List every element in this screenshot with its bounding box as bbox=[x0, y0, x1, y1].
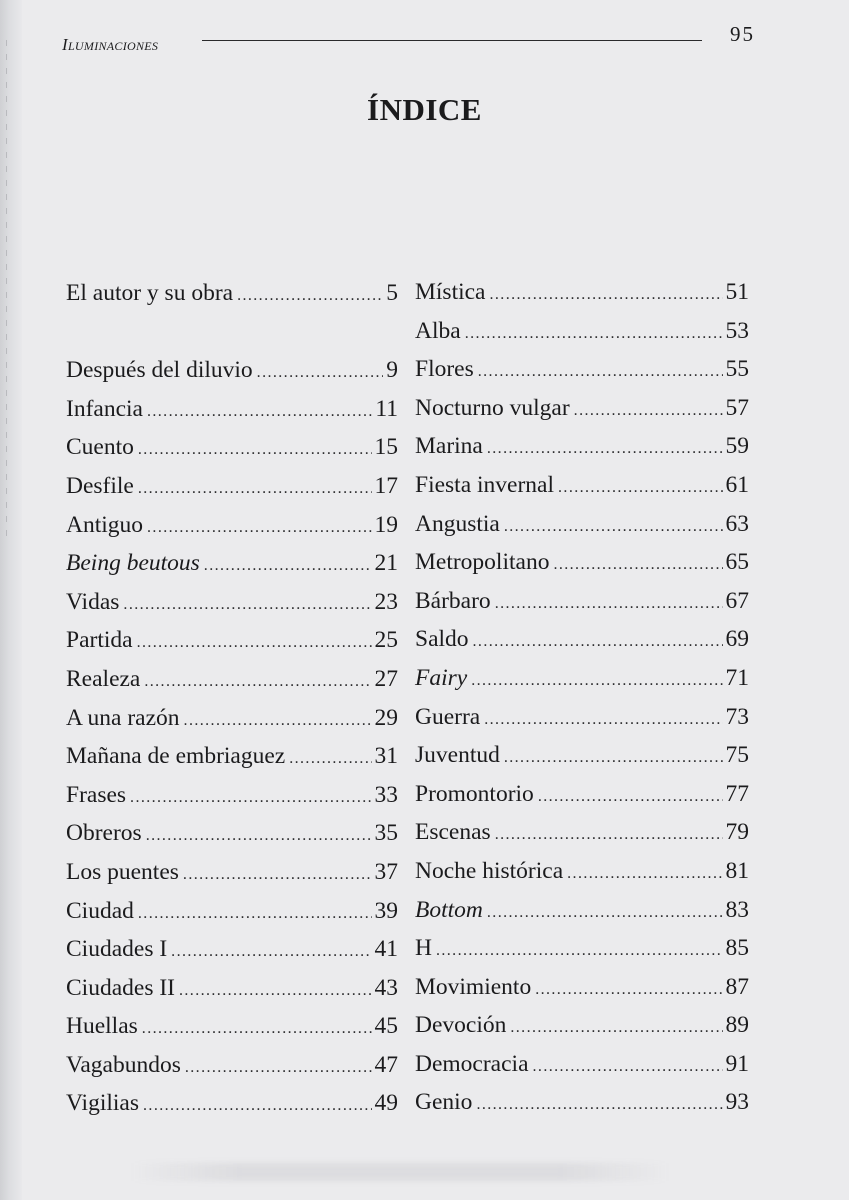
toc-entry-page: 83 bbox=[725, 896, 749, 923]
toc-entry-title: Being beutous bbox=[66, 550, 200, 577]
toc-entry-title: Realeza bbox=[66, 665, 141, 692]
page-number: 95 bbox=[730, 22, 755, 46]
dot-leader bbox=[171, 933, 371, 972]
toc-entry-title: Antiguo bbox=[66, 511, 144, 538]
toc-entry-title: Alba bbox=[415, 317, 461, 344]
dot-leader bbox=[142, 1010, 372, 1049]
toc-entry-page: 63 bbox=[725, 510, 749, 537]
toc-entry-page: 67 bbox=[725, 587, 749, 614]
dot-leader bbox=[558, 469, 722, 508]
toc-entry-page: 81 bbox=[725, 857, 749, 884]
toc-entry-page: 21 bbox=[374, 550, 398, 577]
dot-leader bbox=[504, 739, 723, 778]
page-edge bbox=[0, 0, 22, 1200]
toc-entry-page: 35 bbox=[374, 820, 398, 847]
index-title: ÍNDICE bbox=[367, 92, 482, 127]
toc-entry-page: 89 bbox=[725, 1012, 749, 1039]
dot-leader bbox=[123, 586, 371, 625]
dot-leader bbox=[143, 1087, 371, 1126]
toc-entry bbox=[415, 505, 749, 544]
dot-leader bbox=[183, 856, 372, 895]
dot-leader bbox=[179, 972, 372, 1011]
toc-entry-page: 25 bbox=[374, 627, 398, 654]
toc-entry-page: 11 bbox=[375, 395, 398, 422]
toc-entry-title: Vagabundos bbox=[66, 1051, 181, 1078]
running-title: Iluminaciones bbox=[62, 35, 159, 54]
toc-entry bbox=[415, 929, 749, 968]
dot-leader bbox=[144, 663, 371, 702]
toc-entry-title: Juventud bbox=[415, 742, 500, 769]
toc-entry-page: 41 bbox=[374, 936, 398, 963]
toc-entry bbox=[66, 853, 398, 892]
dot-leader bbox=[535, 971, 722, 1010]
dot-leader bbox=[147, 509, 371, 548]
toc-entry-title: Bottom bbox=[415, 896, 483, 923]
toc-entry bbox=[415, 852, 749, 891]
dot-leader bbox=[473, 623, 723, 662]
toc-entry bbox=[66, 390, 398, 429]
toc-entry-title: Vidas bbox=[66, 588, 120, 615]
toc-entry-title: Bárbaro bbox=[415, 587, 491, 614]
toc-entry-page: 45 bbox=[374, 1013, 398, 1040]
toc-entry bbox=[66, 699, 398, 738]
toc-entry bbox=[415, 968, 749, 1007]
toc-entry bbox=[66, 1007, 398, 1046]
toc-entry bbox=[415, 736, 749, 775]
toc-entry-page: 33 bbox=[374, 781, 398, 808]
toc-entry-title: Fiesta invernal bbox=[415, 471, 555, 498]
toc-entry bbox=[415, 620, 749, 659]
header-rule bbox=[202, 40, 702, 41]
toc-entry-title: Fairy bbox=[415, 664, 468, 691]
dot-leader bbox=[490, 276, 723, 315]
toc-entry bbox=[66, 814, 398, 853]
dot-leader bbox=[130, 779, 371, 818]
dot-leader bbox=[137, 624, 372, 663]
dot-leader bbox=[487, 430, 723, 469]
toc-entry-page: 77 bbox=[725, 780, 749, 807]
toc-entry-page: 69 bbox=[725, 626, 749, 653]
toc-entry-page: 91 bbox=[725, 1050, 749, 1077]
toc-entry bbox=[415, 891, 749, 930]
toc-entry bbox=[415, 427, 749, 466]
dot-leader bbox=[478, 353, 723, 392]
toc-entry-page: 27 bbox=[374, 665, 398, 692]
toc-entry bbox=[415, 466, 749, 505]
toc-entry-title: Después del diluvio bbox=[66, 357, 253, 384]
toc-entry-title: Huellas bbox=[66, 1013, 138, 1040]
toc-entry-page: 49 bbox=[374, 1090, 398, 1117]
toc-entry-page: 55 bbox=[725, 356, 749, 383]
toc-entry bbox=[66, 1046, 398, 1085]
dot-leader bbox=[553, 546, 722, 585]
dot-leader bbox=[204, 547, 372, 586]
toc-entry bbox=[66, 930, 398, 969]
toc-entry-title: Los puentes bbox=[66, 858, 179, 885]
toc-entry-page: 29 bbox=[374, 704, 398, 731]
toc-entry-title: Ciudades II bbox=[66, 974, 175, 1001]
toc-entry bbox=[415, 1045, 749, 1084]
toc-entry bbox=[66, 776, 398, 815]
toc-entry bbox=[66, 428, 398, 467]
toc-entry-page: 5 bbox=[386, 280, 398, 306]
dot-leader bbox=[138, 431, 372, 470]
toc-entry-page: 73 bbox=[725, 703, 749, 730]
toc-entry-page: 79 bbox=[725, 819, 749, 846]
dot-leader bbox=[147, 393, 372, 432]
dot-leader bbox=[184, 702, 372, 741]
dot-leader bbox=[495, 816, 723, 855]
toc-entry-title: Mística bbox=[415, 279, 486, 305]
toc-entry-title: Devoción bbox=[415, 1012, 507, 1039]
dot-leader bbox=[476, 1086, 722, 1125]
toc-entry bbox=[66, 621, 398, 660]
toc-entry bbox=[66, 583, 398, 622]
toc-entry bbox=[66, 274, 398, 313]
toc-entry bbox=[66, 737, 398, 776]
dot-leader bbox=[185, 1049, 372, 1088]
dot-leader bbox=[237, 277, 383, 316]
toc-entry bbox=[66, 660, 398, 699]
toc-entry-title: Frases bbox=[66, 781, 127, 808]
toc-entry-title: Ciudad bbox=[66, 897, 134, 924]
toc-entry-title: Obreros bbox=[66, 820, 142, 847]
dot-leader bbox=[504, 508, 723, 547]
toc-entry bbox=[415, 273, 749, 312]
toc-left-column bbox=[66, 274, 398, 1123]
toc-entry-page: 15 bbox=[374, 434, 398, 461]
toc-right-column bbox=[415, 273, 749, 1122]
toc-entry bbox=[66, 1084, 398, 1123]
dot-leader bbox=[471, 662, 722, 701]
toc-entry bbox=[415, 775, 749, 814]
dot-leader bbox=[138, 470, 372, 509]
toc-entry bbox=[66, 351, 398, 390]
toc-entry bbox=[66, 892, 398, 931]
toc-entry-title: Partida bbox=[66, 627, 133, 654]
toc-entry-title: El autor y su obra bbox=[66, 280, 234, 306]
dot-leader bbox=[510, 1009, 722, 1048]
dot-leader bbox=[257, 354, 384, 393]
dot-leader bbox=[484, 701, 722, 740]
toc-entry bbox=[415, 1083, 749, 1122]
dot-leader bbox=[289, 740, 371, 779]
toc-entry-title: H bbox=[415, 935, 432, 962]
toc-entry bbox=[66, 506, 398, 545]
toc-entry-title: Movimiento bbox=[415, 973, 532, 1000]
dot-leader bbox=[138, 895, 372, 934]
toc-entry-title: A una razón bbox=[66, 704, 180, 731]
show-through-text bbox=[130, 1163, 670, 1181]
dot-leader bbox=[533, 1048, 723, 1087]
running-head bbox=[62, 22, 762, 62]
toc-entry bbox=[415, 698, 749, 737]
toc-entry-title: Guerra bbox=[415, 703, 481, 730]
toc-entry bbox=[415, 813, 749, 852]
dot-leader bbox=[487, 894, 723, 933]
toc-entry-page: 19 bbox=[374, 511, 398, 538]
toc-entry-page: 65 bbox=[725, 549, 749, 576]
toc-entry-title: Saldo bbox=[415, 626, 469, 653]
toc-entry-page: 93 bbox=[725, 1089, 749, 1116]
toc-entry-page: 43 bbox=[374, 974, 398, 1001]
toc-entry bbox=[415, 582, 749, 621]
toc-entry-page: 85 bbox=[725, 935, 749, 962]
toc-entry-title: Escenas bbox=[415, 819, 491, 846]
toc-entry bbox=[415, 350, 749, 389]
toc-entry-page: 61 bbox=[725, 471, 749, 498]
toc-entry bbox=[66, 467, 398, 506]
toc-entry-title: Mañana de embriaguez bbox=[66, 743, 286, 770]
toc-spacer bbox=[66, 313, 398, 352]
toc-entry-page: 71 bbox=[725, 664, 749, 691]
dot-leader bbox=[436, 932, 723, 971]
toc-entry-title: Democracia bbox=[415, 1050, 529, 1077]
toc-entry bbox=[66, 969, 398, 1008]
toc-entry-page: 39 bbox=[374, 897, 398, 924]
toc-entry-page: 37 bbox=[374, 858, 398, 885]
dot-leader bbox=[567, 855, 722, 894]
toc-entry-title: Infancia bbox=[66, 395, 143, 422]
toc-entry-title: Metropolitano bbox=[415, 549, 550, 576]
toc-entry-page: 9 bbox=[386, 357, 398, 384]
toc-entry bbox=[415, 389, 749, 428]
toc-entry-page: 57 bbox=[725, 394, 749, 421]
toc-entry bbox=[415, 543, 749, 582]
toc-entry-title: Angustia bbox=[415, 510, 500, 537]
dot-leader bbox=[538, 778, 723, 817]
toc-entry bbox=[415, 1006, 749, 1045]
toc-entry-page: 17 bbox=[374, 472, 398, 499]
toc-entry bbox=[415, 659, 749, 698]
toc-entry-title: Promontorio bbox=[415, 780, 534, 807]
dot-leader bbox=[574, 392, 723, 431]
toc-entry-page: 59 bbox=[725, 433, 749, 460]
toc-entry bbox=[66, 544, 398, 583]
toc-entry-title: Ciudades I bbox=[66, 936, 168, 963]
toc-entry-title: Noche histórica bbox=[415, 857, 564, 884]
toc-entry-title: Cuento bbox=[66, 434, 134, 461]
toc-entry bbox=[415, 312, 749, 351]
toc-entry-title: Flores bbox=[415, 356, 474, 383]
toc-entry-title: Desfile bbox=[66, 472, 134, 499]
dot-leader bbox=[146, 817, 372, 856]
toc-entry-page: 51 bbox=[725, 279, 749, 305]
toc-entry-page: 47 bbox=[374, 1051, 398, 1078]
toc-entry-page: 87 bbox=[725, 973, 749, 1000]
toc-entry-page: 53 bbox=[725, 317, 749, 344]
toc-entry-page: 31 bbox=[374, 743, 398, 770]
toc-entry-title: Genio bbox=[415, 1089, 473, 1116]
toc-entry-page: 75 bbox=[725, 742, 749, 769]
toc-entry-title: Nocturno vulgar bbox=[415, 394, 570, 421]
dot-leader bbox=[465, 315, 723, 354]
toc-entry-title: Vigilias bbox=[66, 1090, 140, 1117]
toc-entry-page: 23 bbox=[374, 588, 398, 615]
dot-leader bbox=[495, 585, 723, 624]
toc-entry-title: Marina bbox=[415, 433, 483, 460]
